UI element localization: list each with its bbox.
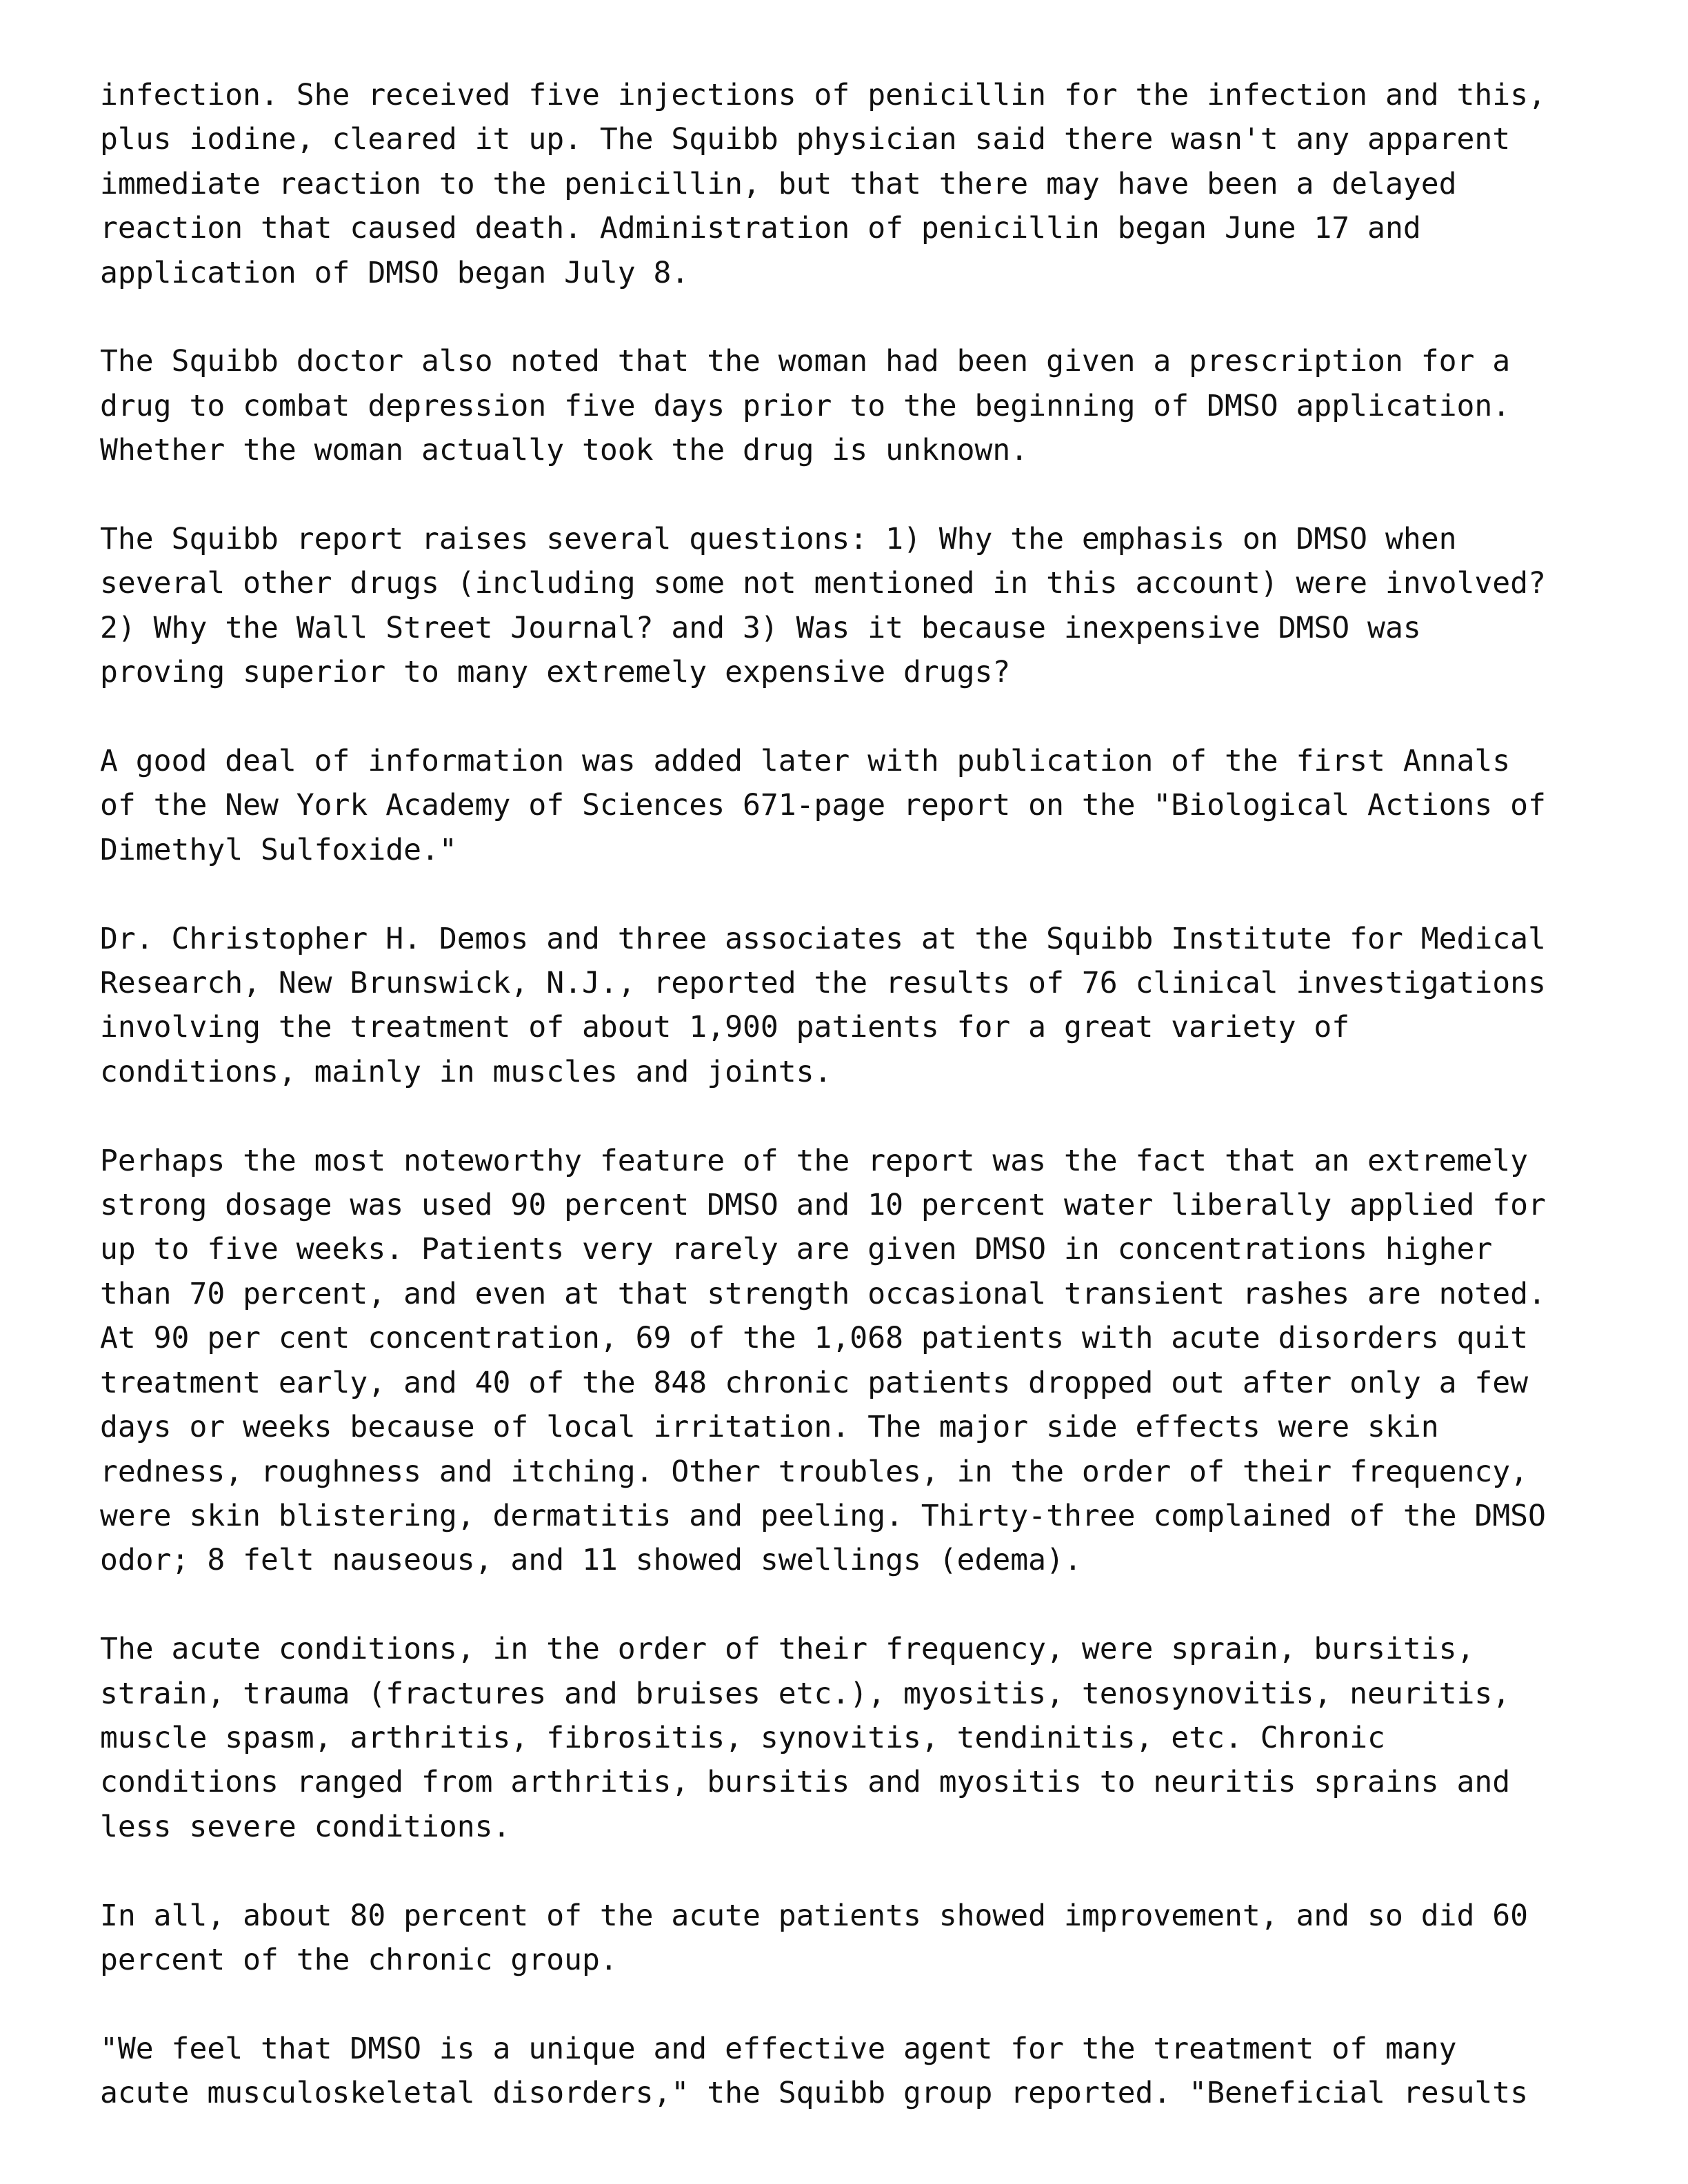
text-line: odor; 8 felt nauseous, and 11 showed swellings (edema). <box>100 1543 1082 1578</box>
paragraph-annals-report <box>100 739 1603 872</box>
text-line: At 90 per cent concentration, 69 of the 1,068 patients with acute disorders quit <box>100 1321 1529 1356</box>
text-line: several other drugs (including some not mentioned in this account) were involved? <box>100 566 1546 601</box>
text-line: proving superior to many extremely expensive drugs? <box>100 655 1011 690</box>
text-line: less severe conditions. <box>100 1809 511 1844</box>
paragraph-depression-drug <box>100 339 1603 472</box>
text-line: strong dosage was used 90 percent DMSO and 10 percent water liberally applied for <box>100 1188 1546 1223</box>
text-line: The Squibb doctor also noted that the woman had been given a prescription for a <box>100 344 1511 379</box>
text-line: infection. She received five injections of penicillin for the infection and this, <box>100 78 1546 112</box>
text-line: involving the treatment of about 1,900 patients for a great variety of <box>100 1010 1350 1045</box>
paragraph-demos-investigations <box>100 917 1603 1095</box>
text-line: application of DMSO began July 8. <box>100 255 690 290</box>
paragraph-report-questions <box>100 517 1603 695</box>
text-line: The Squibb report raises several questions: 1) Why the emphasis on DMSO when <box>100 522 1457 557</box>
text-line: Dr. Christopher H. Demos and three associates at the Squibb Institute for Medical <box>100 921 1546 956</box>
text-line: Whether the woman actually took the drug is unknown. <box>100 433 1029 468</box>
paragraph-acute-conditions <box>100 1627 1603 1849</box>
text-line: plus iodine, cleared it up. The Squibb physician said there wasn't any apparent <box>100 122 1511 157</box>
paragraph-improvement-rates <box>100 1894 1603 1983</box>
text-line: percent of the chronic group. <box>100 1942 618 1977</box>
text-line: drug to combat depression five days prior to the beginning of DMSO application. <box>100 388 1511 423</box>
text-line: Dimethyl Sulfoxide." <box>100 832 457 867</box>
text-line: days or weeks because of local irritation. The major side effects were skin <box>100 1410 1439 1445</box>
text-line: Perhaps the most noteworthy feature of the report was the fact that an extremely <box>100 1143 1529 1178</box>
text-line: redness, roughness and itching. Other troubles, in the order of their frequency, <box>100 1454 1529 1489</box>
text-line: A good deal of information was added later with publication of the first Annals <box>100 744 1511 779</box>
text-line: conditions, mainly in muscles and joints. <box>100 1054 832 1089</box>
text-line: acute musculoskeletal disorders," the Squibb group reported. "Beneficial results <box>100 2076 1529 2111</box>
text-line: reaction that caused death. Administration of penicillin began June 17 and <box>100 211 1421 246</box>
paragraph-penicillin-infection <box>100 73 1603 295</box>
text-line: of the New York Academy of Sciences 671-page report on the "Biological Actions of <box>100 788 1546 823</box>
paragraph-squibb-quote <box>100 2027 1603 2116</box>
text-line: Research, New Brunswick, N.J., reported the results of 76 clinical investigations <box>100 966 1546 1001</box>
text-line: were skin blistering, dermatitis and peeling. Thirty-three complained of the DMSO <box>100 1498 1546 1533</box>
text-line: immediate reaction to the penicillin, but that there may have been a delayed <box>100 166 1457 201</box>
text-line: The acute conditions, in the order of their frequency, were sprain, bursitis, <box>100 1632 1475 1667</box>
text-line: In all, about 80 percent of the acute patients showed improvement, and so did 60 <box>100 1898 1529 1933</box>
text-line: up to five weeks. Patients very rarely are given DMSO in concentrations higher <box>100 1232 1493 1267</box>
text-line: 2) Why the Wall Street Journal? and 3) Was it because inexpensive DMSO was <box>100 610 1421 645</box>
body-text <box>100 73 1603 2160</box>
text-line: conditions ranged from arthritis, bursitis and myositis to neuritis sprains and <box>100 1765 1511 1800</box>
text-line: treatment early, and 40 of the 848 chronic patients dropped out after only a few <box>100 1365 1529 1400</box>
text-line: "We feel that DMSO is a unique and effective agent for the treatment of many <box>100 2031 1457 2066</box>
paragraph-dosage-side-effects <box>100 1139 1603 1583</box>
text-line: muscle spasm, arthritis, fibrositis, synovitis, tendinitis, etc. Chronic <box>100 1720 1385 1755</box>
text-line: strain, trauma (fractures and bruises etc.), myositis, tenosynovitis, neuritis, <box>100 1676 1511 1711</box>
text-line: than 70 percent, and even at that strength occasional transient rashes are noted. <box>100 1276 1546 1311</box>
